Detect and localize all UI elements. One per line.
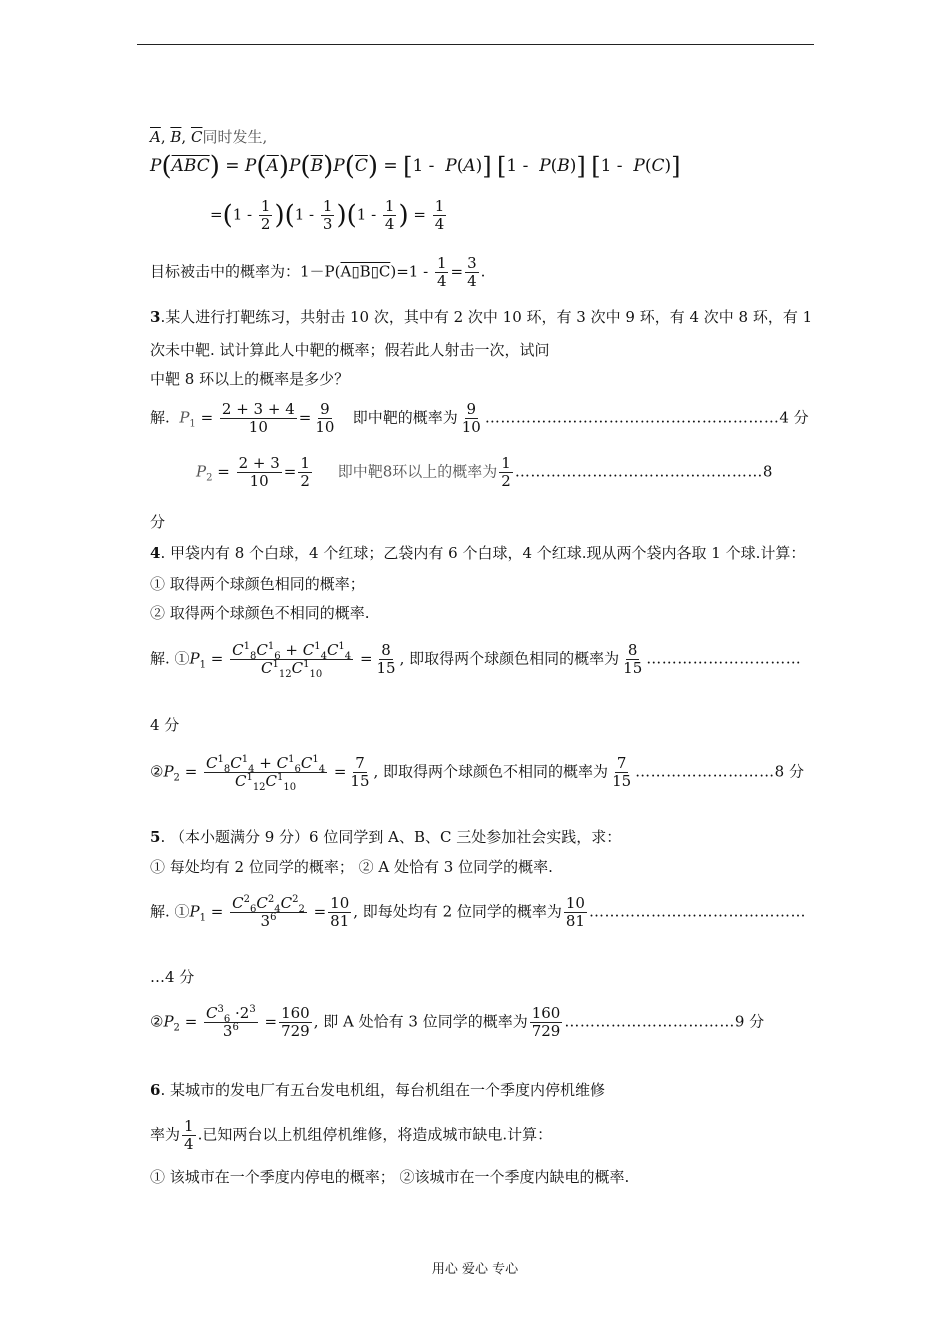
q5-items: ① 每处均有 2 位同学的概率； ② A 处恰有 3 位同学的概率. <box>150 858 553 876</box>
q4-solution-b: $②P_2$ = $\frac{C^1_8C^1_4 + C^1_6C^1_4}{C^1_{12}C^1_{10}}$ = $\frac{7}{15}$ , 即取得两个球颜色不相同的概率为 $\frac{7}{15}$ ………………………8 分 <box>150 754 804 793</box>
q4-item-1: ① 取得两个球颜色相同的概率； <box>150 575 365 593</box>
q5-solution-a: 解. $①P_1$ = $\frac{C^2_6C^2_4C^2_2}{3^6}$ = $\frac{10}{81}$ , 即每处均有 2 位同学的概率为 $\frac{10}{81}$ …………………………………… <box>150 894 806 930</box>
target-probability: 目标被击中的概率为：1－P(A▯B▯C)=1 - $\frac{1}{4}$ = $\frac{3}{4}$ . <box>150 254 486 290</box>
q3-solution-1: 解. $P_1$ = $\frac{2 + 3 + 4}{10}$ = $\frac{9}{10}$ 即中靶的概率为 $\frac{9}{10}$ …………………………………………………4 分 <box>150 400 809 436</box>
q6-text-a: 6. 某城市的发电厂有五台发电机组，每台机组在一个季度内停机维修 <box>150 1081 605 1099</box>
q3-text-b: 次未中靶. 试计算此人中靶的概率；假若此人射击一次，试问 <box>150 341 550 359</box>
q4-item-2: ② 取得两个球颜色不相同的概率. <box>150 604 370 622</box>
q6-items: ① 该城市在一个季度内停电的概率； ②该城市在一个季度内缺电的概率. <box>150 1168 630 1186</box>
q3-text-c: 中靶 8 环以上的概率是多少？ <box>150 370 350 388</box>
q5-solution-b: $②P_2$ = $\frac{C^3_6 \cdot 2^3}{3^6}$ = $\frac{160}{729}$ , 即 A 处恰有 3 位同学的概率为 $\frac{160}{729}$ ……………………………9 分 <box>150 1004 765 1040</box>
q4-solution-a: 解. $①P_1$ = $\frac{C^1_8C^1_6 + C^1_4C^1_4}{C^1_{12}C^1_{10}}$ = $\frac{8}{15}$ , 即取得两个球颜色相同的概率为 $\frac{8}{15}$ ………………………… <box>150 641 802 680</box>
q3-text-a: 3.某人进行打靶练习，共射击 10 次，其中有 2 次中 10 环，有 3 次中 9 环，有 4 次中 8 环，有 1 <box>150 308 813 326</box>
header-rule <box>137 44 814 45</box>
q5-text-a: 5. （本小题满分 9 分）6 位同学到 A、B、C 三处参加社会实践，求： <box>150 828 622 846</box>
event-line: $\overline{A}$, $\overline{B}$, $\overline{C}$同时发生, <box>150 128 268 146</box>
q6-text-b: 率为 $\frac{1}{4}$ .已知两台以上机组停机维修，将造成城市缺电.计算： <box>150 1117 553 1153</box>
numeric-evaluation: =(1 - $\frac{1}{2}$ )(1 - $\frac{1}{3}$ )(1 - $\frac{1}{4}$ ) = $\frac{1}{4}$ <box>210 197 445 233</box>
page-footer: 用心 爱心 专心 <box>431 1262 519 1277</box>
q5-score-a: …4 分 <box>150 968 195 986</box>
q4-text-a: 4. 甲袋内有 8 个白球，4 个红球；乙袋内有 6 个白球，4 个红球.现从两个袋内各取 1 个球.计算： <box>150 544 806 562</box>
q3-score-tail: 分 <box>150 513 166 531</box>
q3-solution-2: $P_2$ = $\frac{2 + 3}{10}$ = $\frac{1}{2}$ 即中靶8环以上的概率为 $\frac{1}{2}$ …………………………………………8 <box>196 454 773 490</box>
q4-score-a: 4 分 <box>150 716 180 734</box>
product-formula: $P(\overline{ABC}) = P(\overline{A})P(\overline{B})P(\overline{C}) = [1 - P(A)]$ [1 - P(B)] [1 - P(C)] <box>150 151 681 182</box>
